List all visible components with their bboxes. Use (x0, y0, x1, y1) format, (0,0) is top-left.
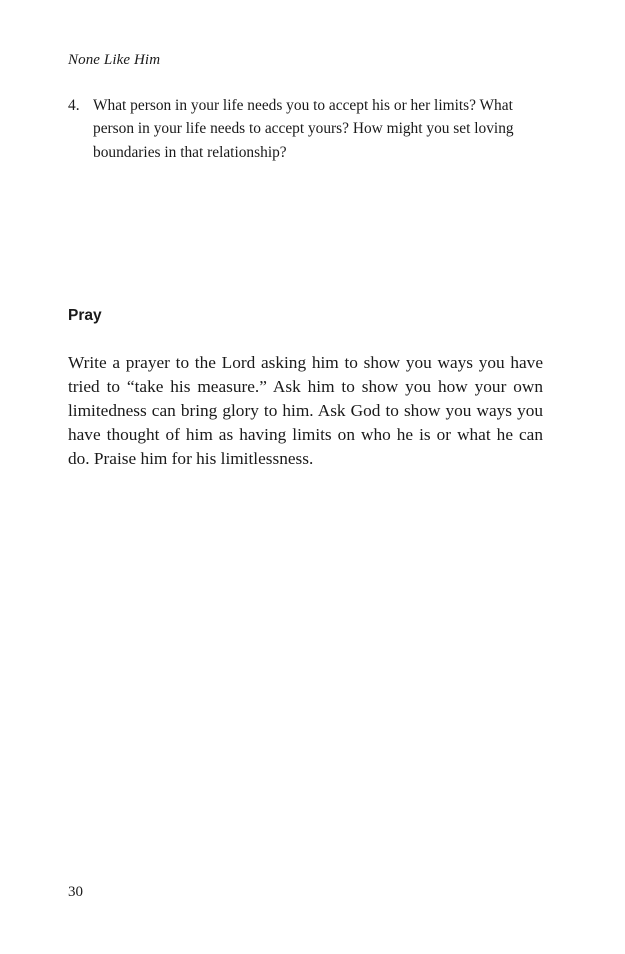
question-text: What person in your life needs you to accept his or her limits? What person in your life needs to accept yours? How might you set loving boundaries in that relationship? (93, 97, 514, 161)
page-number: 30 (68, 884, 83, 900)
question-number: 4. (68, 97, 80, 114)
question-item-4 (68, 94, 548, 164)
running-head: None Like Him (68, 52, 161, 68)
pray-body: Write a prayer to the Lord asking him to show you ways you have tried to “take his measure.” Ask him to show you how your own limitedness can bring glory to him. Ask God to show you ways you have thought of him as having limits on who he is or what he can do. Praise him for his limitlessness. (68, 353, 543, 469)
pray-heading: Pray (68, 307, 102, 324)
